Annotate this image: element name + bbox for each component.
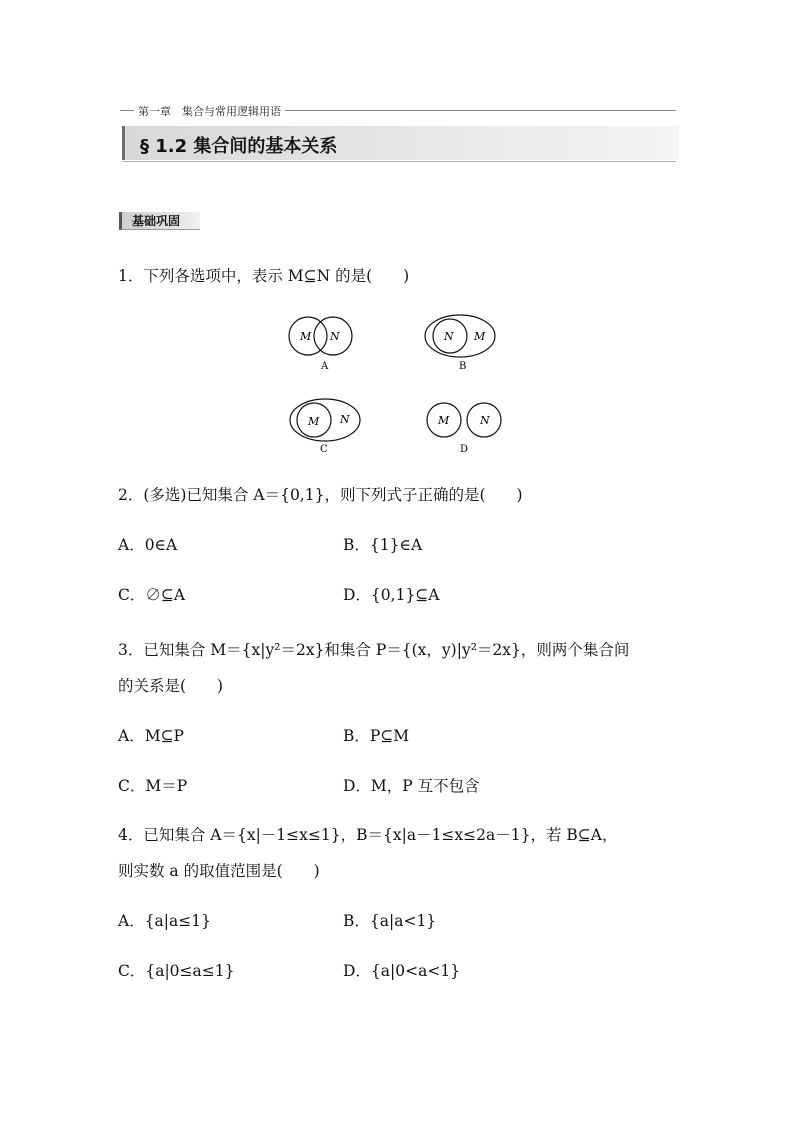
question-4-line-2: 则实数 a 的取值范围是( ) — [118, 862, 320, 880]
section-title: § 1.2 集合间的基本关系 — [140, 136, 338, 157]
q2-option-b: B．{1}∈A — [343, 536, 423, 554]
question-3-line-2: 的关系是( ) — [118, 677, 224, 695]
question-4-line-1: 4．已知集合 A＝{x|－1≤x≤1}，B＝{x|a－1≤x≤2a－1}，若 B⊆A， — [118, 826, 618, 844]
question-3-line-1: 3．已知集合 M＝{x|y²＝2x}和集合 P＝{(x，y)|y²＝2x}，则两个集合间 — [118, 641, 630, 659]
diagram-b-caption: B — [459, 361, 467, 372]
q4-option-d: D．{a|0<a<1} — [343, 962, 461, 980]
q3-option-a: A．M⊆P — [118, 727, 184, 745]
q2-option-d: D．{0,1}⊆A — [343, 586, 440, 604]
question-2: 2．(多选)已知集合 A＝{0,1}，则下列式子正确的是( ) — [118, 486, 523, 504]
venn-diagram-a — [284, 312, 364, 374]
diagram-c-caption: C — [320, 444, 328, 455]
q4-option-c: C．{a|0≤a≤1} — [118, 962, 235, 980]
title-underline — [122, 161, 676, 162]
diagram-b-label-m: M — [474, 330, 486, 343]
venn-diagram-d — [426, 398, 506, 460]
chapter-label: 第一章 集合与常用逻辑用语 — [134, 103, 285, 119]
q4-option-a: A．{a|a≤1} — [118, 912, 211, 930]
q3-option-b: B．P⊆M — [343, 727, 410, 745]
q2-option-a: A．0∈A — [118, 536, 178, 554]
q2-option-c: C．∅⊆A — [118, 586, 186, 604]
diagram-d-label-m: M — [438, 414, 450, 427]
q3-option-d: D．M，P 互不包含 — [343, 777, 480, 795]
q4-option-b: B．{a|a<1} — [343, 912, 437, 930]
diagram-b-label-n: N — [444, 330, 454, 343]
diagram-d-label-n: N — [480, 414, 490, 427]
diagram-a-label-m: M — [300, 330, 312, 343]
diagram-d-caption: D — [460, 444, 469, 455]
diagram-a-caption: A — [321, 361, 329, 372]
q3-option-c: C．M＝P — [118, 777, 188, 795]
section-badge: 基础巩固 — [119, 212, 200, 230]
question-1: 1．下列各选项中，表示 M⊆N 的是( ) — [118, 267, 410, 285]
venn-diagram-c — [288, 396, 368, 458]
diagram-a-label-n: N — [330, 330, 340, 343]
diagram-c-label-n: N — [340, 413, 350, 426]
venn-diagram-b — [424, 312, 504, 374]
diagram-c-label-m: M — [308, 415, 320, 428]
